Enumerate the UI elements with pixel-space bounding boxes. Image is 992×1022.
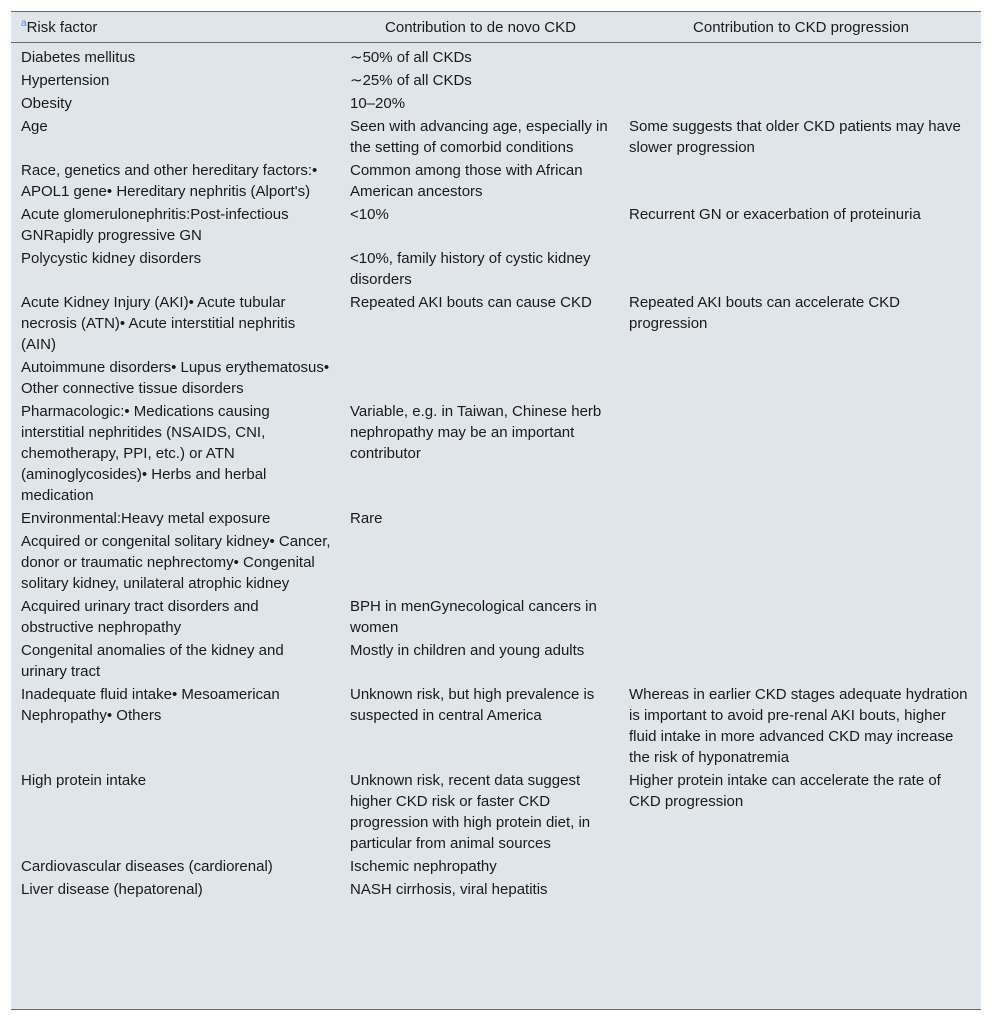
cell-risk-factor: Liver disease (hepatorenal)	[21, 881, 203, 898]
cell-de-novo-contribution: BPH in menGynecological cancers in women	[350, 598, 597, 636]
risk-factor-table	[11, 12, 981, 901]
cell-de-novo-contribution: Common among those with African American ancestors	[350, 162, 583, 200]
cell-de-novo-contribution	[340, 356, 619, 400]
cell-de-novo-contribution: Unknown risk, but high prevalence is suspected in central America	[350, 686, 595, 724]
cell-risk-factor: Race, genetics and other hereditary factors:• APOL1 gene• Hereditary nephritis (Alport's)	[21, 162, 318, 200]
cell-progression-contribution	[619, 69, 981, 92]
table-row	[11, 855, 981, 878]
cell-de-novo-contribution: ∼50% of all CKDs	[350, 49, 472, 66]
cell-de-novo-contribution: Seen with advancing age, especially in the setting of comorbid conditions	[350, 118, 608, 156]
cell-de-novo-contribution: Ischemic nephropathy	[350, 858, 497, 875]
cell-progression-contribution	[619, 855, 981, 878]
risk-factor-table-container	[11, 11, 981, 1010]
cell-de-novo-contribution: 10–20%	[350, 95, 406, 112]
cell-risk-factor: Cardiovascular diseases (cardiorenal)	[21, 858, 273, 875]
cell-progression-contribution	[619, 507, 981, 530]
header-risk-factor	[11, 12, 340, 43]
cell-progression-contribution	[619, 639, 981, 683]
table-row	[11, 115, 981, 159]
cell-risk-factor: Diabetes mellitus	[21, 49, 136, 66]
cell-risk-factor: Acquired or congenital solitary kidney• Cancer, donor or traumatic nephrectomy• Congenital solitary kidney, unilateral atrophic kidney	[21, 533, 331, 592]
cell-progression-contribution: Some suggests that older CKD patients may have slower progression	[629, 118, 961, 156]
cell-progression-contribution	[619, 400, 981, 507]
cell-progression-contribution	[619, 595, 981, 639]
cell-progression-contribution: Higher protein intake can accelerate the rate of CKD progression	[629, 772, 941, 810]
cell-risk-factor: Inadequate fluid intake• Mesoamerican Nephropathy• Others	[21, 686, 280, 724]
table-row	[11, 769, 981, 855]
cell-risk-factor: Polycystic kidney disorders	[21, 250, 202, 267]
table-row	[11, 356, 981, 400]
cell-de-novo-contribution: Variable, e.g. in Taiwan, Chinese herb nephropathy may be an important contributor	[350, 403, 602, 462]
table-row	[11, 291, 981, 356]
cell-de-novo-contribution: <10%, family history of cystic kidney disorders	[350, 250, 591, 288]
cell-progression-contribution	[619, 878, 981, 901]
cell-progression-contribution	[619, 43, 981, 70]
cell-risk-factor: Obesity	[21, 95, 72, 112]
table-row	[11, 247, 981, 291]
table-row	[11, 507, 981, 530]
cell-de-novo-contribution: NASH cirrhosis, viral hepatitis	[350, 881, 548, 898]
cell-risk-factor: Pharmacologic:• Medications causing interstitial nephritides (NSAIDS, CNI, chemotherapy, PPI, etc.) or ATN (aminoglycosides)• Herbs and herbal medication	[21, 403, 270, 504]
cell-risk-factor: Age	[21, 118, 48, 135]
cell-risk-factor: Autoimmune disorders• Lupus erythematosus• Other connective tissue disorders	[21, 359, 330, 397]
header-de-novo-ckd: Contribution to de novo CKD	[340, 12, 619, 43]
table-row	[11, 595, 981, 639]
cell-progression-contribution	[619, 530, 981, 595]
cell-risk-factor: Acute Kidney Injury (AKI)• Acute tubular necrosis (ATN)• Acute interstitial nephritis (AIN)	[21, 294, 296, 353]
footnote-marker[interactable]: a	[21, 17, 27, 29]
cell-progression-contribution	[619, 247, 981, 291]
table-row	[11, 92, 981, 115]
cell-risk-factor: Hypertension	[21, 72, 110, 89]
cell-de-novo-contribution: ∼25% of all CKDs	[350, 72, 472, 89]
table-row	[11, 683, 981, 769]
header-risk-factor-label: Risk factor	[26, 18, 98, 36]
header-ckd-progression: Contribution to CKD progression	[619, 12, 981, 43]
table-row	[11, 69, 981, 92]
cell-risk-factor: Congenital anomalies of the kidney and urinary tract	[21, 642, 284, 680]
cell-risk-factor: Acquired urinary tract disorders and obstructive nephropathy	[21, 598, 259, 636]
cell-progression-contribution	[619, 356, 981, 400]
table-row	[11, 530, 981, 595]
table-row	[11, 878, 981, 901]
table-row	[11, 639, 981, 683]
table-body	[11, 43, 981, 902]
cell-de-novo-contribution: Unknown risk, recent data suggest higher CKD risk or faster CKD progression with high protein diet, in particular from animal sources	[350, 772, 591, 852]
cell-progression-contribution	[619, 159, 981, 203]
cell-de-novo-contribution: <10%	[350, 206, 389, 223]
header-row	[11, 12, 981, 43]
table-row	[11, 400, 981, 507]
cell-risk-factor: Environmental:Heavy metal exposure	[21, 510, 271, 527]
cell-progression-contribution: Recurrent GN or exacerbation of proteinuria	[629, 206, 921, 223]
table-row	[11, 43, 981, 70]
cell-progression-contribution	[619, 92, 981, 115]
cell-de-novo-contribution: Repeated AKI bouts can cause CKD	[350, 294, 592, 311]
cell-risk-factor: Acute glomerulonephritis:Post-infectious GNRapidly progressive GN	[21, 206, 289, 244]
cell-de-novo-contribution: Rare	[350, 510, 383, 527]
table-row	[11, 159, 981, 203]
cell-risk-factor: High protein intake	[21, 772, 147, 789]
cell-progression-contribution: Repeated AKI bouts can accelerate CKD progression	[629, 294, 900, 332]
cell-progression-contribution: Whereas in earlier CKD stages adequate hydration is important to avoid pre-renal AKI bouts, higher fluid intake in more advanced CKD may increase the risk of hyponatremia	[629, 686, 968, 766]
table-row	[11, 203, 981, 247]
cell-de-novo-contribution	[340, 530, 619, 595]
table-header	[11, 12, 981, 43]
cell-de-novo-contribution: Mostly in children and young adults	[350, 642, 585, 659]
